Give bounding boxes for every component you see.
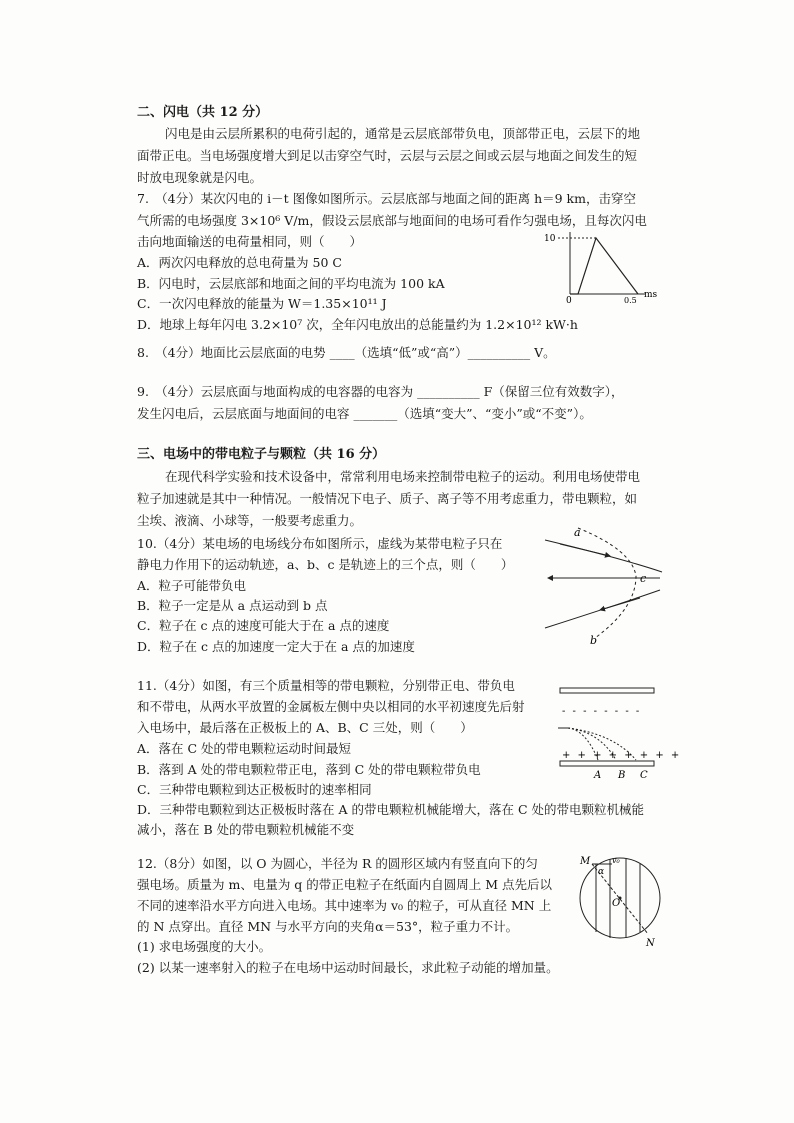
svg-text:- - - - - - - -: - - - - - - - - [562,706,642,717]
q7-graph-y-tick: 10 [544,234,556,244]
q12-label-N: N [646,938,655,949]
q7-graph-x-unit: ms [644,290,658,300]
q10-option-a: A．粒子可能带负电 [137,578,247,593]
q12-label-O: O [612,898,621,909]
section3-heading: 三、电场中的带电粒子与颗粒（共 16 分） [137,447,386,462]
q7-graph-curve [570,238,638,294]
q11-option-d-line1: D．三种带电颗粒到达正极板时落在 A 的带电颗粒机械能增大，落在 C 处的带电颗粒机械能 [137,802,645,817]
q9-line2: 发生闪电后，云层底面与地面间的电容 _______（选填“变大”、“变小”或“不变”）。 [137,406,592,421]
q12-line2: 强电场。质量为 m、电量为 q 的带正电粒子在纸面内自圆周上 M 点先后以 [137,877,553,892]
q10-line1: 10.（4分）某电场的电场线分布如图所示，虚线为某带电粒子只在 [137,536,503,551]
q12-label-M: M [580,856,591,867]
q10-field-line-diagram [540,520,665,650]
q11-line2: 和不带电，从两水平放置的金属板左侧中央以相同的水平初速度先后射 [137,699,525,714]
section3-intro-line3: 尘埃、液滴、小球等，一般要考虑重力。 [137,513,363,528]
q11-label-C: C [640,770,648,781]
q12-line4: 的 N 点穿出。直径 MN 与水平方向的夹角α＝53°，粒子重力不计。 [137,919,519,934]
q10-option-b: B．粒子一定是从 a 点运动到 b 点 [137,598,328,613]
q7-option-a: A．两次闪电释放的总电荷量为 50 C [137,255,342,270]
q12-circle-field-diagram [576,850,666,950]
section2-heading: 二、闪电（共 12 分） [137,105,269,120]
q10-line2: 静电力作用下的运动轨迹，a、b、c 是轨迹上的三个点，则（ ） [137,557,514,572]
q7-option-d: D．地球上每年闪电 3.2×10⁷ 次，全年闪电放出的总能量约为 1.2×10¹² kW·h [137,317,578,332]
svg-text:+ + + + + + + +: + + + + + + + + [562,750,682,761]
q10-label-a: a [574,526,581,539]
q11-label-A: A [594,770,602,781]
q7-option-c: C．一次闪电释放的能量为 W＝1.35×10¹¹ J [137,296,387,311]
q10-option-c: C．粒子在 c 点的速度可能大于在 a 点的速度 [137,618,390,633]
q11-parallel-plates-diagram [556,684,682,782]
q11-option-c: C．三种带电颗粒到达正极板时的速率相同 [137,782,372,797]
section2-intro-line1: 闪电是由云层所累积的电荷引起的，通常是云层底部带负电，顶部带正电，云层下的地 [165,126,641,141]
q11-option-a: A．落在 C 处的带电颗粒运动时间最短 [137,741,352,756]
q7-graph-x-tick: 0.5 [624,296,637,305]
section2-intro-line3: 时放电现象就是闪电。 [137,170,263,185]
q12-part1: (1) 求电场强度的大小。 [137,939,272,954]
q12-part2: (2) 以某一速率射入的粒子在电场中运动时间最长，求此粒子动能的增加量。 [137,960,559,975]
q12-line1: 12.（8分）如图，以 O 为圆心，半径为 R 的圆形区域内有竖直向下的匀 [137,856,538,871]
q9-line1: 9. （4分）云层底面与地面构成的电容器的电容为 __________ F（保留三位有效数字）， [137,384,624,399]
q11-line1: 11.（4分）如图，有三个质量相等的带电颗粒，分别带正电、带负电 [137,678,515,693]
q11-option-d-line2: 减小，落在 B 处的带电颗粒机械能不变 [137,822,355,837]
q12-line3: 不同的速率沿水平方向进入电场。其中速率为 v₀ 的粒子，可从直径 MN 上 [137,898,552,913]
q7-line3: 击向地面输送的电荷量相同，则（ ） [137,234,363,249]
q10-label-c: c [640,572,647,585]
q11-option-b: B．落到 A 处的带电颗粒带正电，落到 C 处的带电颗粒带负电 [137,762,481,777]
section2-intro-line2: 面带正电。当电场强度增大到足以击穿空气时，云层与云层之间或云层与地面之间发生的短 [137,148,638,163]
section3-intro-line1: 在现代科学实验和技术设备中，常常利用电场来控制带电粒子的运动。利用电场使带电 [165,469,641,484]
q7-line2: 气所需的电场强度 3×10⁶ V/m，假设云层底部与地面间的电场可看作匀强电场，且每次闪电 [137,213,647,228]
q10-option-d: D．粒子在 c 点的加速度一定大于在 a 点的加速度 [137,639,415,654]
q11-line3: 入电场中，最后落在正极板上的 A、B、C 三处，则（ ） [137,720,473,735]
q12-label-v0: v₀ [612,856,620,865]
q10-label-b: b [590,634,598,647]
q7-option-b: B．闪电时，云层底部和地面之间的平均电流为 100 kA [137,276,445,291]
q7-current-time-graph [540,228,680,306]
q10-trajectory [578,528,636,638]
q8-line: 8. （4分）地面比云层底面的电势 ____（选填“低”或“高”）__________ V。 [137,345,556,360]
section3-intro-line2: 粒子加速就是其中一种情况。一般情况下电子、质子、离子等不用考虑重力，带电颗粒，如 [137,491,638,506]
q7-line1: 7. （4分）某次闪电的 i－t 图像如图所示。云层底部与地面之间的距离 h＝9 km，击穿空 [137,191,636,206]
q12-label-alpha: α [598,867,605,877]
q7-graph-origin: 0 [566,296,572,306]
q11-label-B: B [618,770,626,781]
